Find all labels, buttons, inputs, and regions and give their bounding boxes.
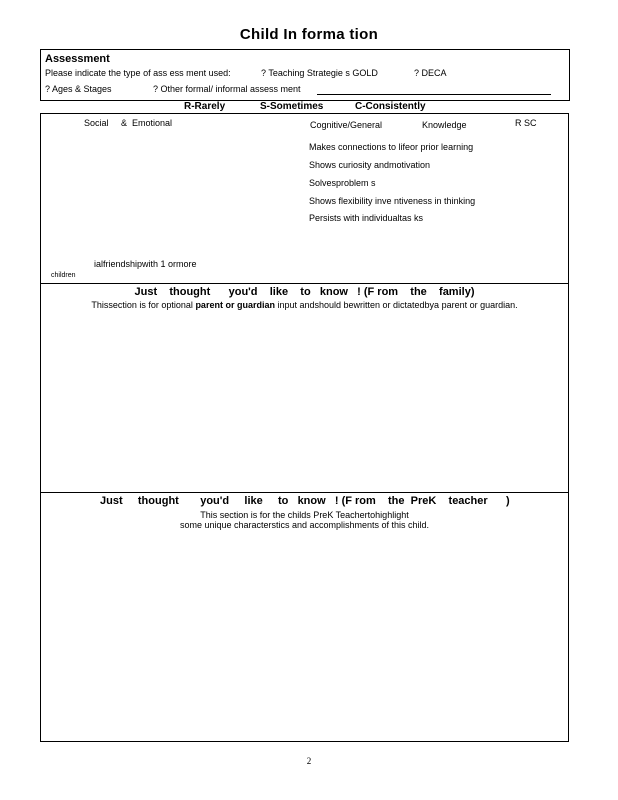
scale-rarely: R-Rarely — [184, 101, 226, 112]
knowledge-heading: Knowledge — [422, 120, 467, 130]
family-note-bold: parent or guardian — [195, 300, 275, 310]
section-right-border — [568, 113, 569, 741]
family-divider — [40, 283, 569, 284]
page-title: Child In forma tion — [239, 26, 379, 43]
family-note — [40, 300, 569, 310]
social-emotional-heading: Social & Emotional — [84, 118, 173, 128]
option-deca[interactable]: ? DECA — [414, 68, 447, 78]
assessment-box — [40, 49, 570, 101]
cognitive-heading: Cognitive/General — [310, 120, 383, 130]
assessment-heading: Assessment — [45, 53, 110, 65]
assessment-instruction: Please indicate the type of ass ess ment used: — [45, 68, 231, 78]
scale-consistently: C-Consistently — [355, 101, 426, 112]
option-teaching-strategies-gold[interactable]: ? Teaching Strategie s GOLD — [261, 68, 378, 78]
other-assessment-line[interactable] — [317, 94, 551, 95]
family-response-area[interactable] — [41, 316, 568, 490]
page-number: 2 — [306, 756, 312, 766]
cognitive-item: Makes connections to lifeor prior learning — [309, 142, 474, 152]
teacher-note-line2: some unique characterstics and accomplishments of this child. — [179, 520, 430, 530]
scale-sometimes: S-Sometimes — [260, 101, 324, 112]
section-divider-top — [40, 113, 569, 114]
option-ages-stages[interactable]: ? Ages & Stages — [45, 84, 112, 94]
family-heading: Just thought you'd like to know ! (F rom the family) — [134, 286, 475, 298]
cognitive-item: Solvesproblem s — [309, 178, 376, 188]
family-note-post: input andshould bewritten or dictatedbya parent or guardian. — [274, 300, 518, 310]
rsc-heading: R SC — [515, 118, 537, 128]
cognitive-item: Persists with individualtas ks — [309, 213, 424, 223]
social-item-friendship: ialfriendshipwith 1 ormore — [94, 259, 197, 269]
cognitive-item: Shows flexibility inve ntiveness in thinking — [309, 196, 476, 206]
family-note-pre: Thissection is for optional — [91, 300, 196, 310]
cognitive-item: Shows curiosity andmotivation — [309, 160, 431, 170]
social-item-children: children — [51, 272, 76, 279]
option-other-assessment[interactable]: ? Other formal/ informal assess ment — [153, 84, 301, 94]
teacher-note-line1: This section is for the childs PreK Teachertohighlight — [200, 510, 409, 520]
section-bottom-border — [40, 741, 569, 742]
teacher-response-area[interactable] — [41, 534, 568, 738]
teacher-divider — [40, 492, 569, 493]
teacher-heading: Just thought you'd like to know ! (F rom the PreK teacher ) — [100, 495, 510, 507]
